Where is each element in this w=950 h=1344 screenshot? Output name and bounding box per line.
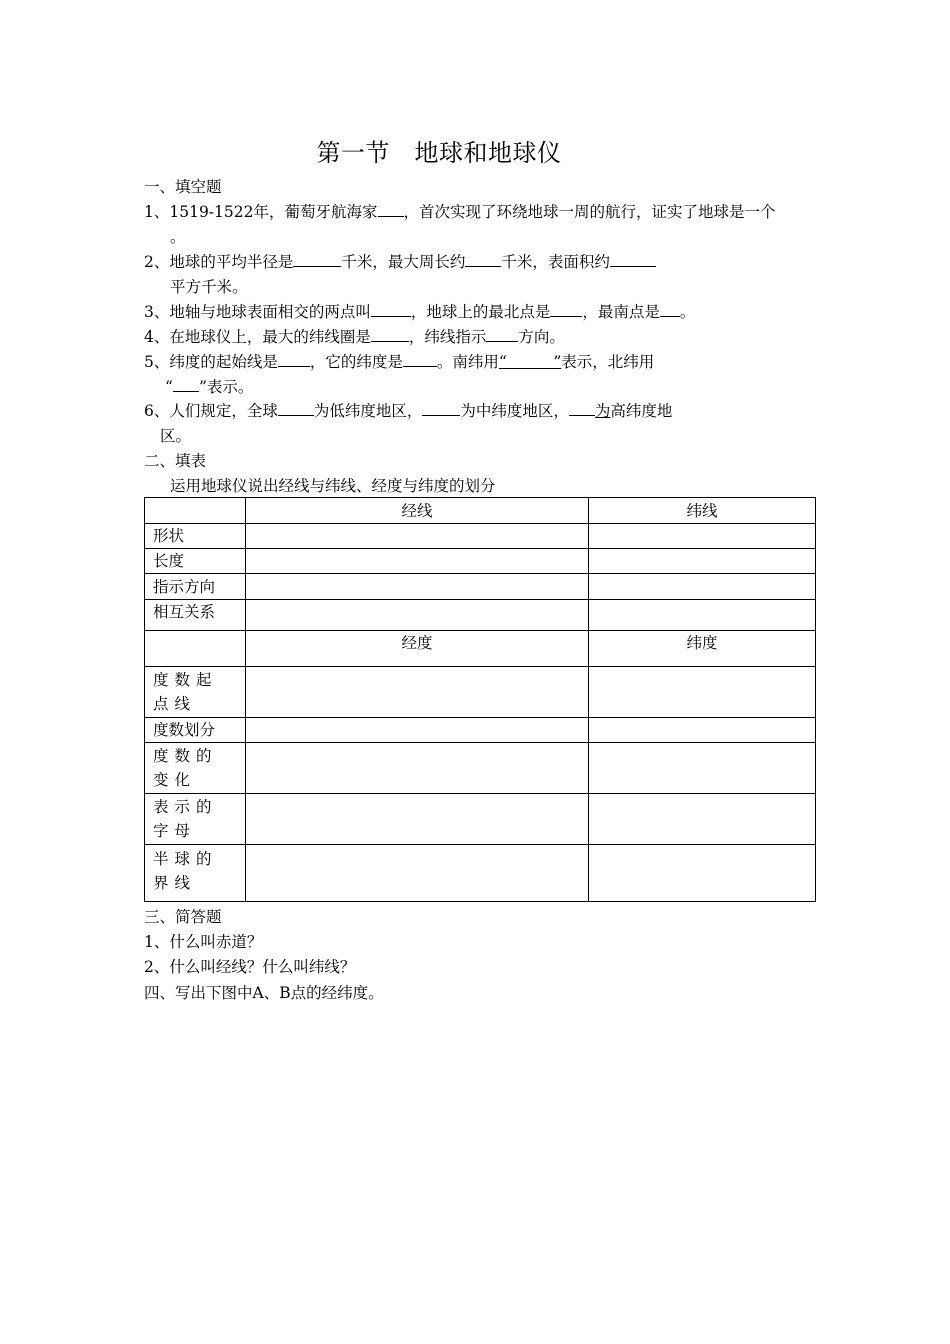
answer-cell[interactable] (246, 524, 589, 549)
answer-cell[interactable] (589, 743, 816, 794)
answer-blank[interactable] (486, 327, 518, 342)
table-row (145, 794, 816, 845)
answer-blank[interactable] (569, 401, 595, 416)
table-corner-cell (145, 631, 246, 667)
question-2-cont (170, 277, 248, 297)
answer-cell[interactable] (246, 667, 589, 718)
row-label: 表示的字母 (145, 794, 246, 845)
table-subheader-row (145, 631, 816, 667)
table-row (145, 600, 816, 631)
answer-blank[interactable] (610, 252, 656, 267)
answer-cell[interactable] (589, 549, 816, 574)
answer-blank[interactable] (371, 302, 411, 317)
table-row (145, 549, 816, 574)
column-header: 纬线 (589, 498, 816, 524)
question-5 (144, 352, 654, 372)
page-title: 第一节 地球和地球仪 (316, 139, 562, 167)
table-corner-cell (145, 498, 246, 524)
row-label: 指示方向 (145, 574, 246, 600)
question-text: 。 (679, 303, 696, 321)
column-header: 纬度 (589, 631, 816, 667)
answer-cell[interactable] (246, 845, 589, 902)
section-heading-coordinates: 四、写出下图中A、B点的经纬度。 (144, 984, 384, 1002)
question-text: 5、纬度的起始线是 (144, 353, 278, 371)
question-text: 4、在地球仪上，最大的纬线圈是 (144, 328, 371, 346)
question-text: 为低纬度地区， (313, 402, 423, 420)
answer-cell[interactable] (589, 600, 816, 631)
answer-blank[interactable] (550, 302, 582, 317)
row-label: 度数起点线 (145, 667, 246, 718)
question-text: ，最南点是 (582, 303, 660, 321)
answer-cell[interactable] (589, 524, 816, 549)
answer-cell[interactable] (246, 794, 589, 845)
answer-cell[interactable] (589, 845, 816, 902)
row-label: 形状 (145, 524, 246, 549)
question-text: 方向。 (518, 328, 565, 346)
question-text: ，纬线指示 (408, 328, 487, 346)
question-text: “ (165, 378, 173, 396)
answer-blank[interactable] (422, 401, 460, 416)
question-2 (144, 252, 656, 272)
row-label: 度数划分 (145, 718, 246, 743)
question-text: 千米，表面积约 (501, 253, 610, 271)
section-heading-short-answer: 三、简答题 (144, 908, 222, 926)
answer-blank-quoted[interactable]: “ ” (498, 353, 562, 371)
question-text: 区。 (160, 427, 192, 445)
question-text: 6、人们规定，全球 (144, 402, 278, 420)
answer-blank[interactable] (660, 302, 680, 317)
column-header: 经线 (246, 498, 589, 524)
question-text: 为中纬度地区， (460, 402, 569, 420)
answer-blank[interactable] (371, 327, 409, 342)
answer-blank[interactable] (378, 202, 404, 217)
answer-cell[interactable] (589, 718, 816, 743)
question-text: 2、地球的平均半径是 (144, 253, 294, 271)
answer-cell[interactable] (246, 743, 589, 794)
answer-cell[interactable] (246, 600, 589, 631)
answer-cell[interactable] (246, 574, 589, 600)
question-6-cont (160, 426, 191, 446)
question-3 (144, 302, 695, 322)
question-text: ”表示。 (198, 378, 254, 396)
table-caption: 运用地球仪说出经线与纬线、经度与纬度的划分 (170, 477, 496, 495)
row-label: 长度 (145, 549, 246, 574)
row-label: 相互关系 (145, 600, 246, 631)
question-text: 平方千米。 (170, 278, 248, 296)
question-4 (144, 327, 565, 347)
short-question-1: 1、什么叫赤道？ (144, 933, 263, 951)
row-label: 半球的界线 (145, 845, 246, 902)
question-text: ，首次实现了环绕地球一周的航行，证实了地球是一个 (403, 203, 776, 221)
question-text: 3、地轴与地球表面相交的两点叫 (144, 303, 371, 321)
section-heading-fill-blank: 一、填空题 (144, 178, 222, 196)
answer-blank[interactable] (278, 352, 310, 367)
table-row (145, 667, 816, 718)
question-text: 1、1519-1522年，葡萄牙航海家 (144, 203, 378, 221)
table-row (145, 743, 816, 794)
question-text: 。南纬用 (436, 353, 499, 371)
question-6 (144, 401, 672, 421)
answer-blank[interactable] (278, 401, 314, 416)
meridian-parallel-table (144, 497, 816, 902)
row-label: 度数的变化 (145, 743, 246, 794)
answer-cell[interactable] (589, 794, 816, 845)
column-header: 经度 (246, 631, 589, 667)
answer-blank[interactable] (293, 252, 341, 267)
question-text: 表示，北纬用 (561, 353, 655, 371)
question-text: 为 (594, 402, 611, 420)
table-row (145, 718, 816, 743)
question-text: 高纬度地 (610, 402, 673, 420)
question-1-cont (170, 227, 186, 247)
answer-cell[interactable] (246, 718, 589, 743)
question-5-cont (165, 377, 253, 397)
question-text: 千米，最大周长约 (341, 253, 466, 271)
answer-blank[interactable] (465, 252, 501, 267)
section-heading-table: 二、填表 (144, 452, 207, 470)
answer-blank[interactable] (403, 352, 437, 367)
table-header-row (145, 498, 816, 524)
question-1 (144, 202, 776, 222)
question-text: 。 (170, 228, 186, 246)
answer-cell[interactable] (589, 574, 816, 600)
table-row (145, 574, 816, 600)
answer-cell[interactable] (246, 549, 589, 574)
question-text: ，地球上的最北点是 (410, 303, 551, 321)
answer-cell[interactable] (589, 667, 816, 718)
answer-blank[interactable] (173, 377, 199, 392)
table-row (145, 845, 816, 902)
short-question-2: 2、什么叫经线？什么叫纬线？ (144, 958, 356, 976)
question-text: ，它的纬度是 (309, 353, 403, 371)
table-row (145, 524, 816, 549)
